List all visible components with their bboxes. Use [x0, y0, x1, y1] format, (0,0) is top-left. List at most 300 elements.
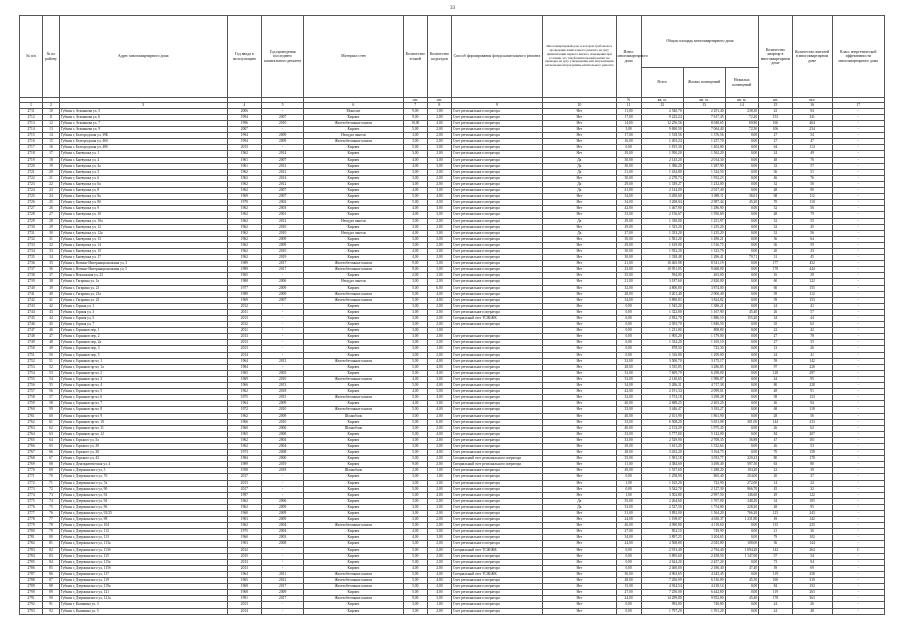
cell-last-repair-year: 2010 — [262, 224, 304, 230]
cell-index: 2758 — [20, 395, 43, 401]
cell-floors: 3,00 — [403, 224, 427, 230]
unit-area-residential: кв. м. — [683, 98, 725, 103]
cell-district-index: 83 — [43, 553, 60, 559]
cell-area-nonresidential: 72,50 — [725, 127, 759, 133]
cell-area-residential: 1 952,23 — [683, 175, 725, 181]
cell-last-repair-year: 2004 — [262, 443, 304, 449]
cell-index: 2713 — [20, 121, 43, 127]
cell-apartments: 36 — [759, 541, 793, 547]
cell-index: 2791 — [20, 596, 43, 602]
cell-apartments: 20 — [759, 474, 793, 480]
cell-area-total: 1 797,20 — [641, 608, 683, 614]
cell-entrances: 3,00 — [427, 261, 451, 267]
cell-residents: 54 — [792, 133, 832, 139]
col-header-commission-year: Год ввода в эксплуатацию — [227, 16, 262, 98]
cell-wear: 0,00 — [616, 486, 641, 492]
cell-apartments: 178 — [759, 596, 793, 602]
cell-entrances: 4,00 — [427, 121, 451, 127]
cell-floors: 9,00 — [403, 267, 427, 273]
cell-area-total: 10 465,08 — [641, 261, 683, 267]
cell-wear: 21,00 — [616, 279, 641, 285]
cell-fund-method: Счет регионального оператора — [451, 133, 542, 139]
cell-last-repair-year: 2010 — [262, 248, 304, 254]
cell-residents: 64 — [792, 236, 832, 242]
cell-area-nonresidential: 272,00 — [725, 480, 759, 486]
cell-area-residential: 6 298,00 — [683, 370, 725, 376]
unit-residents: чел. — [792, 98, 832, 103]
cell-energy-class: - — [832, 559, 885, 565]
cell-commission-year: 1962 — [227, 498, 262, 504]
cell-apartments: 106 — [759, 127, 793, 133]
cell-wear: 30,00 — [616, 163, 641, 169]
cell-wall-material: Кирпич — [304, 541, 404, 547]
cell-area-residential: 1 402,80 — [683, 145, 725, 151]
cell-district-index: 89 — [43, 590, 60, 596]
cell-apartments: 84 — [759, 584, 793, 590]
cell-floors: 3,00 — [403, 352, 427, 358]
cell-commission-year: 2012 — [227, 547, 262, 553]
cell-area-total: 6 508,20 — [641, 419, 683, 425]
cell-address: Губкин г, Белгородская ул, 39Б — [59, 133, 227, 139]
cell-index: 2752 — [20, 358, 43, 364]
cell-entrances: 4,00 — [427, 291, 451, 297]
cell-energy-class: - — [832, 468, 885, 474]
cell-floors: 3,00 — [403, 480, 427, 486]
cell-wear: 33,00 — [616, 419, 641, 425]
cell-area-nonresidential: 228,20 — [725, 504, 759, 510]
cell-repair-required: Нет — [543, 151, 616, 157]
cell-area-nonresidential: 0,00 — [725, 236, 759, 242]
cell-residents: 90 — [792, 188, 832, 194]
cell-entrances: 2,00 — [427, 340, 451, 346]
cell-wall-material: Кирпич — [304, 450, 404, 456]
cell-floors: 3,00 — [403, 303, 427, 309]
cell-district-index: 34 — [43, 255, 60, 261]
cell-district-index: 15 — [43, 139, 60, 145]
cell-entrances: 3,00 — [427, 163, 451, 169]
cell-last-repair-year: 2017 — [262, 584, 304, 590]
cell-district-index: 71 — [43, 480, 60, 486]
cell-wear: 0,00 — [616, 602, 641, 608]
cell-area-nonresidential: 146,60 — [725, 492, 759, 498]
cell-commission-year: 1966 — [227, 383, 262, 389]
cell-district-index: 23 — [43, 188, 60, 194]
cell-wall-material: Кирпич — [304, 401, 404, 407]
cell-floors: 4,00 — [403, 535, 427, 541]
cell-apartments: 24 — [759, 151, 793, 157]
cell-wear: 30,00 — [616, 248, 641, 254]
cell-area-nonresidential: 0,00 — [725, 407, 759, 413]
cell-repair-required: Нет — [543, 358, 616, 364]
cell-area-total: 1 338,48 — [641, 255, 683, 261]
cell-address: Губкин г, Дзержинского ул, 104 — [59, 523, 227, 529]
cell-wear: 40,00 — [616, 413, 641, 419]
cell-apartments: 36 — [759, 169, 793, 175]
cell-repair-required: Нет — [543, 273, 616, 279]
cell-energy-class: - — [832, 462, 885, 468]
cell-address: Губкин г, Бжевушка ул, 12 — [59, 224, 227, 230]
cell-repair-required: Нет — [543, 255, 616, 261]
cell-address: Губкин г, Демократическая ул, 4 — [59, 462, 227, 468]
cell-repair-required: Нет — [543, 340, 616, 346]
cell-wear: 0,00 — [616, 328, 641, 334]
cell-index: 2786 — [20, 565, 43, 571]
cell-area-total: 2 529,90 — [641, 437, 683, 443]
cell-energy-class: - — [832, 498, 885, 504]
cell-commission-year: 1960 — [227, 425, 262, 431]
cell-energy-class: - — [832, 242, 885, 248]
cell-wear: 29,00 — [616, 242, 641, 248]
cell-index: 2725 — [20, 194, 43, 200]
cell-commission-year: 2013 — [227, 559, 262, 565]
cell-district-index: 50 — [43, 352, 60, 358]
cell-repair-required: Нет — [543, 322, 616, 328]
cell-area-residential: 3 298,28 — [683, 395, 725, 401]
cell-area-residential: 1 986,87 — [683, 376, 725, 382]
cell-floors: 4,00 — [403, 565, 427, 571]
cell-wall-material: Кирпич — [304, 322, 404, 328]
cell-floors: 9,00 — [403, 462, 427, 468]
cell-district-index: 72 — [43, 486, 60, 492]
cell-energy-class: - — [832, 511, 885, 517]
cell-district-index: 59 — [43, 407, 60, 413]
cell-apartments: 46 — [759, 175, 793, 181]
cell-floors: 3,00 — [403, 474, 427, 480]
cell-residents: 444 — [792, 267, 832, 273]
cell-district-index: 68 — [43, 462, 60, 468]
cell-fund-method: Счет регионального оператора — [451, 511, 542, 517]
cell-address: Губкин г, Гагарина ул, 21 — [59, 285, 227, 291]
cell-last-repair-year: - — [262, 602, 304, 608]
cell-apartments: 70 — [759, 200, 793, 206]
cell-energy-class: - — [832, 316, 885, 322]
cell-index: 2741 — [20, 291, 43, 297]
cell-fund-method: Счет регионального оператора — [451, 437, 542, 443]
cell-residents: 310 — [792, 578, 832, 584]
cell-repair-required: Нет — [543, 419, 616, 425]
cell-commission-year: 1962 — [227, 188, 262, 194]
cell-district-index: 49 — [43, 346, 60, 352]
cell-apartments: 27 — [759, 139, 793, 145]
cell-index: 2714 — [20, 127, 43, 133]
cell-index: 2777 — [20, 511, 43, 517]
cell-repair-required: Нет — [543, 437, 616, 443]
cell-residents: 62 — [792, 425, 832, 431]
cell-area-total: 9 225,24 — [641, 114, 683, 120]
cell-repair-required: Да — [543, 498, 616, 504]
cell-wall-material: Кирпич — [304, 383, 404, 389]
cell-repair-required: Нет — [543, 602, 616, 608]
cell-index: 2760 — [20, 407, 43, 413]
cell-wear: 34,00 — [616, 200, 641, 206]
cell-commission-year: 1989 — [227, 291, 262, 297]
cell-area-total: 3 502,80 — [641, 492, 683, 498]
cell-last-repair-year: - — [262, 486, 304, 492]
cell-floors: 5,00 — [403, 456, 427, 462]
cell-district-index: 20 — [43, 169, 60, 175]
cell-area-total: 1 518,56 — [641, 133, 683, 139]
cell-repair-required: Нет — [543, 389, 616, 395]
cell-wall-material: Кирпич — [304, 492, 404, 498]
cell-area-residential: 9 952,80 — [683, 596, 725, 602]
cell-area-total: 3 892,00 — [641, 511, 683, 517]
cell-wear: 27,00 — [616, 590, 641, 596]
cell-commission-year: 1968 — [227, 590, 262, 596]
cell-floors: 4,00 — [403, 255, 427, 261]
cell-district-index: 54 — [43, 376, 60, 382]
cell-repair-required: Нет — [543, 309, 616, 315]
cell-district-index: 58 — [43, 401, 60, 407]
cell-commission-year: 1965 — [227, 431, 262, 437]
cell-address: Губкин г, Дзержинского ул, 96 — [59, 504, 227, 510]
cell-floors: 5,00 — [403, 297, 427, 303]
cell-area-nonresidential: 104,20 — [725, 468, 759, 474]
cell-fund-method: Счет регионального оператора — [451, 504, 542, 510]
cell-commission-year: 1962 — [227, 212, 262, 218]
cell-residents: 41 — [792, 352, 832, 358]
cell-entrances: 3,00 — [427, 145, 451, 151]
cell-area-nonresidential: 0,00 — [725, 224, 759, 230]
cell-fund-method: Счет регионального оператора — [451, 413, 542, 419]
cell-area-nonresidential: 0,00 — [725, 389, 759, 395]
cell-area-residential: 1 564,20 — [683, 511, 725, 517]
column-number: 3 — [59, 103, 227, 108]
cell-entrances: 1,00 — [427, 328, 451, 334]
cell-commission-year: 1984 — [227, 364, 262, 370]
cell-wear: 33,00 — [616, 431, 641, 437]
cell-repair-required: Нет — [543, 486, 616, 492]
cell-floors: 5,00 — [403, 590, 427, 596]
cell-energy-class: - — [832, 261, 885, 267]
cell-district-index: 27 — [43, 212, 60, 218]
cell-area-total: 12 256,56 — [641, 121, 683, 127]
cell-repair-required: Нет — [543, 279, 616, 285]
cell-entrances: 2,00 — [427, 114, 451, 120]
cell-address: Губкин г, Бжевушка ул, 8а — [59, 194, 227, 200]
cell-fund-method: Счет регионального оператора — [451, 596, 542, 602]
cell-wall-material: Кирпич — [304, 498, 404, 504]
cell-floors: 5,00 — [403, 395, 427, 401]
cell-fund-method: Счет регионального оператора — [451, 169, 542, 175]
cell-energy-class: - — [832, 541, 885, 547]
cell-repair-required: Нет — [543, 553, 616, 559]
cell-entrances: 2,00 — [427, 486, 451, 492]
cell-entrances: 4,00 — [427, 492, 451, 498]
cell-floors: 5,00 — [403, 364, 427, 370]
cell-commission-year: 1994 — [227, 114, 262, 120]
cell-district-index: 64 — [43, 437, 60, 443]
cell-area-residential: 5 651,08 — [683, 419, 725, 425]
col-header-index: № п/п — [20, 16, 43, 98]
cell-last-repair-year: 2008 — [262, 450, 304, 456]
cell-wall-material: Железобетонные панели — [304, 267, 404, 273]
cell-repair-required: Нет — [543, 456, 616, 462]
cell-residents: 76 — [792, 175, 832, 181]
cell-apartments: 26 — [759, 425, 793, 431]
cell-apartments: 60 — [759, 279, 793, 285]
cell-address: Губкин г, Бжевушка ул, 5 — [59, 169, 227, 175]
cell-entrances: 2,00 — [427, 133, 451, 139]
cell-index: 2792 — [20, 602, 43, 608]
cell-commission-year: 1960 — [227, 535, 262, 541]
cell-residents: 94 — [792, 401, 832, 407]
cell-energy-class: - — [832, 297, 885, 303]
cell-wear: 33,00 — [616, 504, 641, 510]
cell-index: 2787 — [20, 571, 43, 577]
cell-wall-material: Неоцдат панели — [304, 279, 404, 285]
cell-apartments: 24 — [759, 608, 793, 614]
cell-last-repair-year: - — [262, 559, 304, 565]
cell-entrances: 2,00 — [427, 565, 451, 571]
cell-district-index: 82 — [43, 547, 60, 553]
cell-area-nonresidential: 0,00 — [725, 267, 759, 273]
cell-commission-year: 1970 — [227, 200, 262, 206]
cell-last-repair-year: 2012 — [262, 163, 304, 169]
cell-last-repair-year: 2012 — [262, 578, 304, 584]
cell-fund-method: Счет регионального оператора — [451, 364, 542, 370]
cell-fund-method: Счет регионального оператора — [451, 242, 542, 248]
cell-entrances: 2,00 — [427, 456, 451, 462]
cell-district-index: 70 — [43, 474, 60, 480]
cell-apartments: 135 — [759, 523, 793, 529]
col-header-wear: Износ многоквартирного дома — [616, 16, 641, 98]
cell-last-repair-year: 2004 — [262, 523, 304, 529]
cell-district-index: 87 — [43, 578, 60, 584]
cell-energy-class: - — [832, 267, 885, 273]
cell-repair-required: Нет — [543, 383, 616, 389]
cell-energy-class: - — [832, 218, 885, 224]
cell-energy-class: - — [832, 431, 885, 437]
cell-address: Губкин г, Бжевушка ул, 9 — [59, 206, 227, 212]
cell-wear: 33,00 — [616, 407, 641, 413]
cell-area-nonresidential: 0,00 — [725, 328, 759, 334]
cell-area-total: 1 403,24 — [641, 139, 683, 145]
cell-area-total: 3 268,04 — [641, 200, 683, 206]
col-header-area-residential: Жилых помещений — [683, 68, 725, 98]
cell-last-repair-year: 2012 — [262, 218, 304, 224]
cell-area-residential: 3 204,65 — [683, 535, 725, 541]
cell-commission-year: 1994 — [227, 133, 262, 139]
cell-energy-class: - — [832, 224, 885, 230]
cell-commission-year: 1996 — [227, 121, 262, 127]
cell-commission-year: 1964 — [227, 571, 262, 577]
cell-entrances: 3,00 — [427, 401, 451, 407]
cell-energy-class: - — [832, 139, 885, 145]
cell-commission-year: 1962 — [227, 437, 262, 443]
cell-residents: 47 — [792, 139, 832, 145]
cell-energy-class: - — [832, 163, 885, 169]
cell-floors: 5,00 — [403, 370, 427, 376]
cell-area-nonresidential: 0,00 — [725, 413, 759, 419]
cell-energy-class: - — [832, 486, 885, 492]
cell-area-residential: 1 846,50 — [683, 322, 725, 328]
cell-residents: 112 — [792, 194, 832, 200]
cell-apartments: 58 — [759, 395, 793, 401]
cell-index: 2711 — [20, 108, 43, 114]
cell-floors: 3,00 — [403, 517, 427, 523]
cell-area-total: 3 897,25 — [641, 535, 683, 541]
cell-floors: 3,00 — [403, 340, 427, 346]
cell-entrances: 2,00 — [427, 218, 451, 224]
col-header-address: Адрес многоквартирного дома — [59, 16, 227, 98]
cell-repair-required: Нет — [543, 492, 616, 498]
cell-index: 2737 — [20, 267, 43, 273]
cell-wear: 11,00 — [616, 462, 641, 468]
cell-last-repair-year: - — [262, 340, 304, 346]
cell-district-index: 65 — [43, 443, 60, 449]
cell-address: Губкин г, Дзержинского ул, 5 — [59, 468, 227, 474]
cell-repair-required: Нет — [543, 407, 616, 413]
cell-commission-year: 2014 — [227, 352, 262, 358]
cell-area-total: 3 446,47 — [641, 407, 683, 413]
cell-residents: 49 — [792, 151, 832, 157]
col-header-last-repair-year: Год проведения последнего капитального ремонта — [262, 16, 304, 98]
cell-wall-material: Железобетонные панели — [304, 407, 404, 413]
cell-index: 2722 — [20, 175, 43, 181]
cell-fund-method: Счет регионального оператора — [451, 303, 542, 309]
cell-area-nonresidential: 0,00 — [725, 279, 759, 285]
cell-address: Губкин г, Бжевушка ул, 17 — [59, 255, 227, 261]
cell-energy-class: - — [832, 364, 885, 370]
cell-area-total: 2 527,50 — [641, 504, 683, 510]
cell-floors: 5,00 — [403, 145, 427, 151]
cell-address: Губкин г, Атаманова ул, 6 — [59, 114, 227, 120]
cell-apartments: 44 — [759, 376, 793, 382]
cell-energy-class: - — [832, 236, 885, 242]
cell-repair-required: Нет — [543, 114, 616, 120]
cell-wall-material: Кирпич — [304, 157, 404, 163]
cell-address: Губкин г, Горняков пр-кт, 5 — [59, 389, 227, 395]
cell-commission-year: 2013 — [227, 340, 262, 346]
cell-address: Губкин г, Горняков пр-кт, 4 — [59, 383, 227, 389]
cell-repair-required: Нет — [543, 248, 616, 254]
cell-apartments: 48 — [759, 157, 793, 163]
cell-area-nonresidential: 0,00 — [725, 523, 759, 529]
cell-floors: 3,00 — [403, 443, 427, 449]
cell-commission-year: 1965 — [227, 273, 262, 279]
cell-address: Губкин г, Дзержинского ул, 98 — [59, 517, 227, 523]
cell-address: Губкин г, Белгородская ул, 48б — [59, 145, 227, 151]
cell-last-repair-year: 2007 — [262, 297, 304, 303]
cell-floors: 4,00 — [403, 529, 427, 535]
cell-energy-class: - — [832, 474, 885, 480]
cell-wall-material: Кирпич — [304, 200, 404, 206]
cell-repair-required: Да — [543, 230, 616, 236]
cell-energy-class: - — [832, 419, 885, 425]
cell-address: Губкин г, Горняков пер, 5 — [59, 352, 227, 358]
cell-energy-class: - — [832, 175, 885, 181]
cell-area-nonresidential: 45,40 — [725, 309, 759, 315]
cell-entrances: 2,00 — [427, 511, 451, 517]
cell-repair-required: Нет — [543, 541, 616, 547]
cell-address: Губкин г, Горная ул, 1 — [59, 303, 227, 309]
cell-district-index: 52 — [43, 364, 60, 370]
cell-fund-method: Счет регионального оператора — [451, 443, 542, 449]
cell-wall-material: Кирпич — [304, 511, 404, 517]
cell-residents: 178 — [792, 456, 832, 462]
cell-area-residential: 1 562,20 — [683, 151, 725, 157]
cell-area-residential: 2 458,50 — [683, 553, 725, 559]
cell-fund-method: Счет регионального оператора — [451, 279, 542, 285]
cell-area-total: 4 800,80 — [641, 285, 683, 291]
cell-residents: 56 — [792, 413, 832, 419]
cell-area-total: 2 688,25 — [641, 401, 683, 407]
cell-floors: 4,00 — [403, 212, 427, 218]
cell-area-total: 594,00 — [641, 273, 683, 279]
cell-wall-material: Кирпич — [304, 334, 404, 340]
cell-area-total: 2 140,65 — [641, 376, 683, 382]
cell-wall-material: Кирпич — [304, 352, 404, 358]
